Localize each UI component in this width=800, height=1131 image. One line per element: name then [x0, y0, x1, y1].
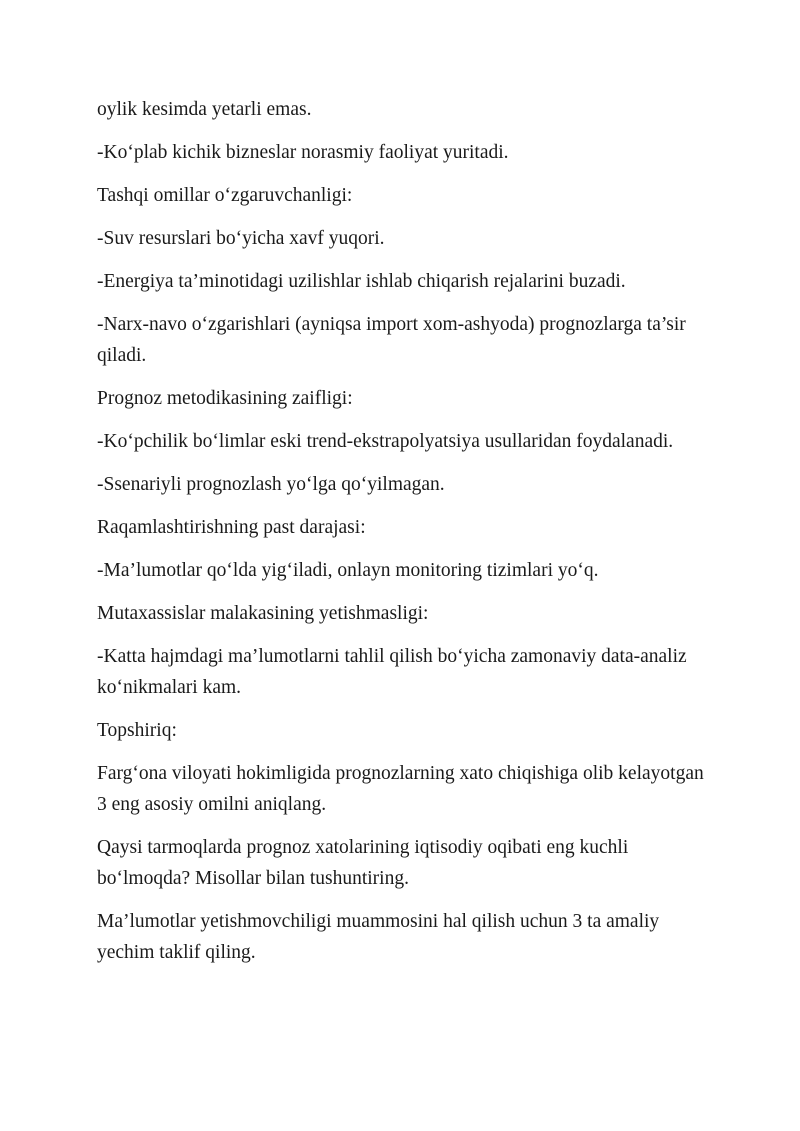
paragraph-heading: Mutaxassislar malakasining yetishmasligi:	[97, 603, 429, 624]
paragraph-heading: Raqamlashtirishning past darajasi:	[97, 517, 366, 538]
paragraph-bullet: -Ma’lumotlar qo‘lda yig‘iladi, onlayn monitoring tizimlari yo‘q.	[97, 560, 599, 581]
paragraph-heading: Tashqi omillar o‘zgaruvchanligi:	[97, 185, 353, 206]
paragraph-bullet: -Ko‘plab kichik bizneslar norasmiy faoliyat yuritadi.	[97, 142, 509, 163]
paragraph-heading: Topshiriq:	[97, 720, 177, 741]
paragraph-bullet: -Energiya ta’minotidagi uzilishlar ishlab chiqarish rejalarini buzadi.	[97, 271, 626, 292]
paragraph-bullet: -Katta hajmdagi ma’lumotlarni tahlil qilish bo‘yicha zamonaviy data-analiz ko‘nikmalari kam.	[97, 646, 687, 698]
document-page	[97, 94, 707, 980]
paragraph-bullet: -Ssenariyli prognozlash yo‘lga qo‘yilmagan.	[97, 474, 445, 495]
paragraph-continuation: oylik kesimda yetarli emas.	[97, 99, 312, 120]
paragraph-bullet: -Ko‘pchilik bo‘limlar eski trend-ekstrapolyatsiya usullaridan foydalanadi.	[97, 431, 674, 452]
paragraph-task: Qaysi tarmoqlarda prognoz xatolarining iqtisodiy oqibati eng kuchli bo‘lmoqda? Misollar bilan tushuntiring.	[97, 837, 629, 889]
paragraph-task: Ma’lumotlar yetishmovchiligi muammosini hal qilish uchun 3 ta amaliy yechim taklif qiling.	[97, 911, 660, 963]
paragraph-heading: Prognoz metodikasining zaifligi:	[97, 388, 353, 409]
paragraph-task: Farg‘ona viloyati hokimligida prognozlarning xato chiqishiga olib kelayotgan 3 eng asosiy omilni aniqlang.	[97, 763, 704, 815]
paragraph-bullet: -Suv resurslari bo‘yicha xavf yuqori.	[97, 228, 385, 249]
paragraph-bullet: -Narx-navo o‘zgarishlari (ayniqsa import xom-ashyoda) prognozlarga ta’sir qiladi.	[97, 314, 686, 366]
